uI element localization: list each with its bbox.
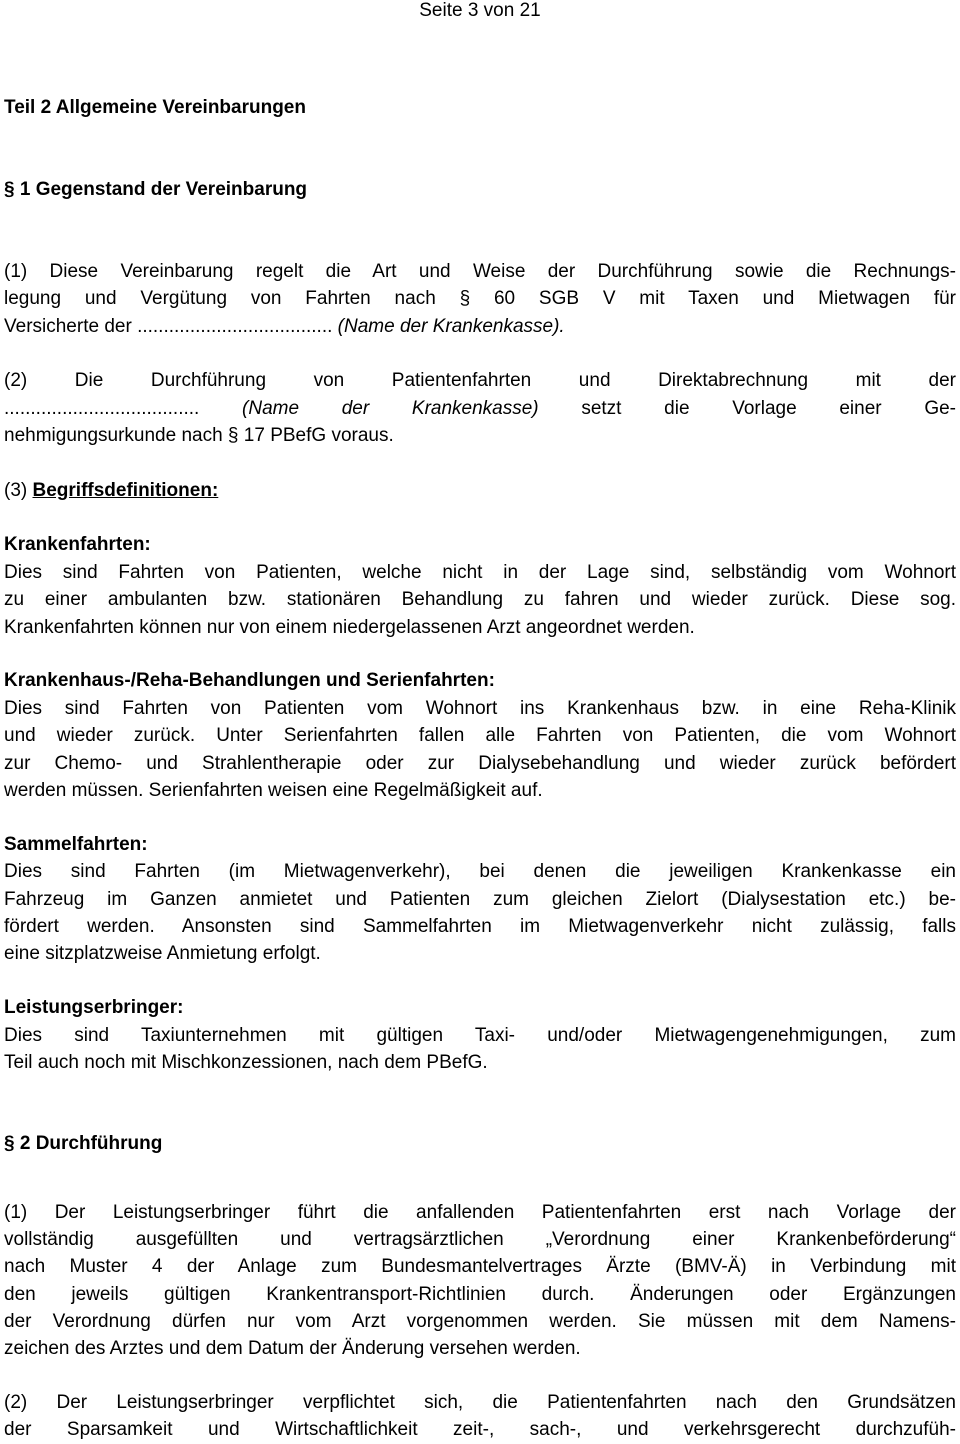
section-1-p2-line2: [4, 395, 956, 422]
definition-line: Dies sind Fahrten (im Mietwagenverkehr), bei denen die jeweiligen Krankenkasse ein: [4, 861, 956, 882]
definition-line: Krankenfahrten können nur von einem niedergelassenen Arzt angeordnet werden.: [4, 617, 695, 638]
section-1-p3: [4, 477, 956, 504]
section-1-p1-line1: (1) Diese Vereinbarung regelt die Art und Weise der Durchführung sowie die Rechnungs-: [4, 261, 956, 282]
definition-term: Krankenfahrten:: [4, 534, 151, 555]
section-1-p1-line3: [4, 313, 956, 340]
section-1-p1-line3-prefix: Versicherte der .....................................: [4, 316, 338, 337]
definition-line: und wieder zurück. Unter Serienfahrten fallen alle Fahrten von Patienten, die vom Wohnort: [4, 725, 956, 746]
section-2-p1-line: der Verordnung dürfen nur vom Arzt vorgenommen werden. Sie müssen mit dem Namens-: [4, 1311, 956, 1332]
definition-term: Sammelfahrten:: [4, 834, 148, 855]
insurer-name-placeholder-2: (Name der Krankenkasse): [242, 398, 539, 419]
definition-line: Teil auch noch mit Mischkonzessionen, nach dem PBefG.: [4, 1052, 488, 1073]
section-1-heading: § 1 Gegenstand der Vereinbarung: [4, 179, 308, 200]
definition-line: werden müssen. Serienfahrten weisen eine Regelmäßigkeit auf.: [4, 780, 543, 801]
definition-term: Leistungserbringer:: [4, 997, 184, 1018]
section-1-p1-line2: legung und Vergütung von Fahrten nach § 60 SGB V mit Taxen und Mietwagen für: [4, 288, 956, 309]
section-2-p1-line: zeichen des Arztes und dem Datum der Änderung versehen werden.: [4, 1338, 581, 1359]
section-2-p1-line: nach Muster 4 der Anlage zum Bundesmantelvertrages Ärzte (BMV-Ä) in Verbindung mit: [4, 1256, 956, 1277]
definition-line: eine sitzplatzweise Anmietung erfolgt.: [4, 943, 321, 964]
part-heading: Teil 2 Allgemeine Vereinbarungen: [4, 97, 306, 118]
section-2-p2-line: der Sparsamkeit und Wirtschaftlichkeit zeit-, sach-, und verkehrsgerecht durchzufüh-: [4, 1419, 956, 1440]
section-1-p3-number: (3): [4, 480, 33, 501]
definition-line: Dies sind Fahrten von Patienten, welche nicht in der Lage sind, selbständig vom Wohnort: [4, 562, 956, 583]
section-2-p2-line: (2) Der Leistungserbringer verpflichtet sich, die Patientenfahrten nach den Grundsätzen: [4, 1392, 956, 1413]
section-2-p1-line: den jeweils gültigen Krankentransport-Richtlinien durch. Änderungen oder Ergänzungen: [4, 1284, 956, 1305]
section-2-p1-line: (1) Der Leistungserbringer führt die anfallenden Patientenfahrten erst nach Vorlage der: [4, 1202, 956, 1223]
page-number: Seite 3 von 21: [419, 0, 541, 21]
section-1-p2-line1: (2) Die Durchführung von Patientenfahrten und Direktabrechnung mit der: [4, 370, 956, 391]
definition-line: Dies sind Taxiunternehmen mit gültigen Taxi- und/oder Mietwagengenehmigungen, zum: [4, 1025, 956, 1046]
section-1-p2-line2-prefix: .....................................: [4, 398, 243, 419]
definitions-label: Begriffsdefinitionen:: [32, 480, 219, 501]
definition-line: zur Chemo- und Strahlentherapie oder zur Dialysebehandlung und wieder zurück befördert: [4, 753, 956, 774]
definition-line: Fahrzeug im Ganzen anmietet und Patienten zum gleichen Zielort (Dialysestation etc.) be-: [4, 889, 956, 910]
definition-line: fördert werden. Ansonsten sind Sammelfahrten im Mietwagenverkehr nicht zulässig, falls: [4, 916, 956, 937]
section-2-heading: § 2 Durchführung: [4, 1133, 163, 1154]
section-1-p2-line2-suffix: setzt die Vorlage einer Ge-: [538, 398, 956, 419]
definition-line: Dies sind Fahrten von Patienten vom Wohnort ins Krankenhaus bzw. in eine Reha-Klinik: [4, 698, 956, 719]
definition-term: Krankenhaus-/Reha-Behandlungen und Serienfahrten:: [4, 670, 495, 691]
section-2-p1-line: vollständig ausgefüllten und vertragsärztlichen „Verordnung einer Krankenbeförderung“: [4, 1229, 956, 1250]
section-1-p2-line3: nehmigungsurkunde nach § 17 PBefG voraus.: [4, 425, 394, 446]
insurer-name-placeholder: (Name der Krankenkasse).: [337, 316, 565, 337]
definition-line: zu einer ambulanten bzw. stationären Behandlung zu fahren und wieder zurück. Diese sog.: [4, 589, 956, 610]
